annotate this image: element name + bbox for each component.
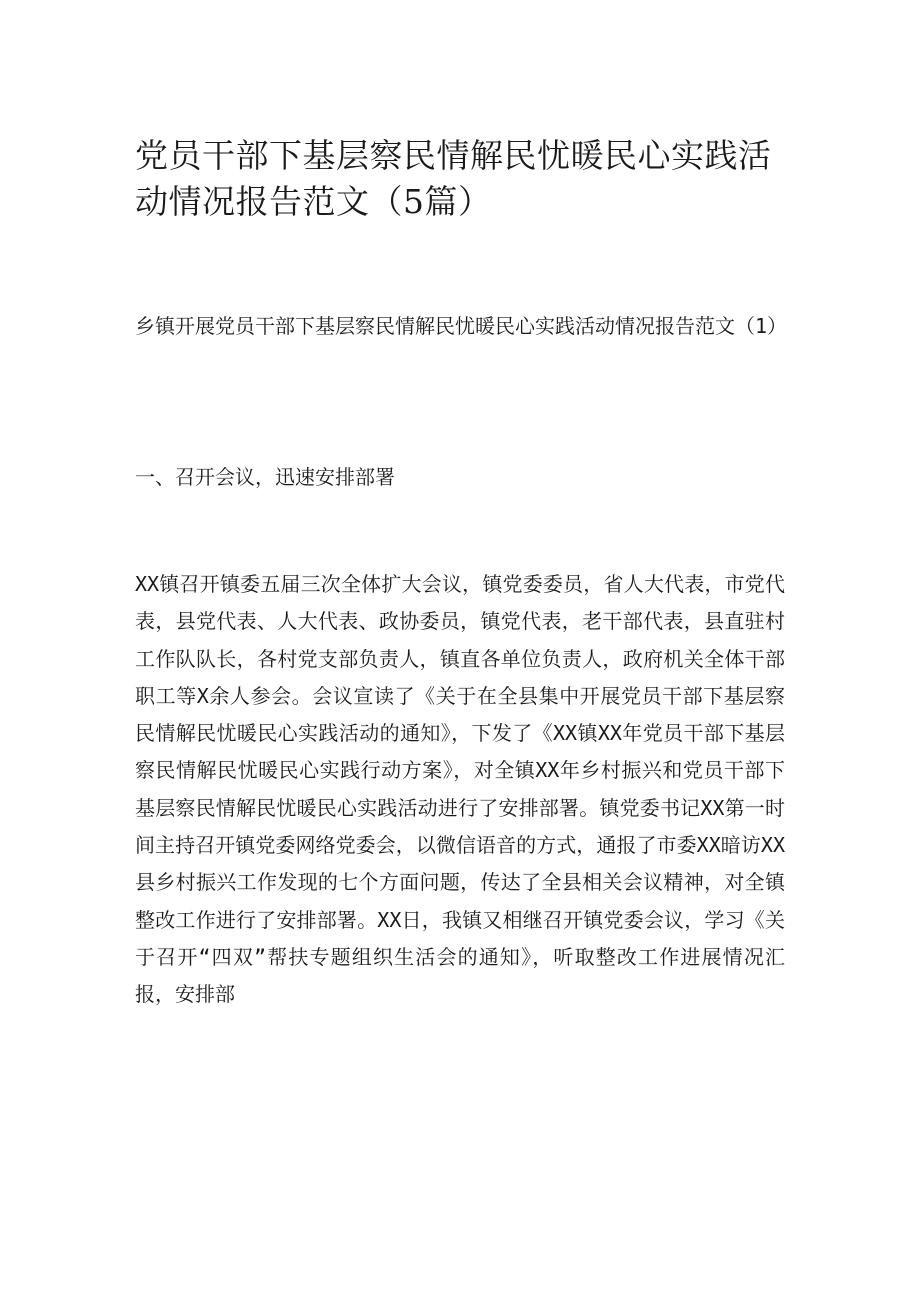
section-heading: 一、召开会议，迅速安排部署: [135, 465, 395, 489]
body-paragraph: XX镇召开镇委五届三次全体扩大会议，镇党委委员，省人大代表，市党代表，县党代表、人大代表、政协委员，镇党代表，老干部代表，县直驻村工作队队长，各村党支部负责人，镇直各单位负责人，政府机关全体干部职工等X余人参会。会议宣读了《关于在全县集中开展党员干部下基层察民情解民忧暖民心实践活动的通知》，下发了《XX镇XX年党员干部下基层察民情解民忧暖民心实践行动方案》，对全镇XX年乡村振兴和党员干部下基层察民情解民忧暖民心实践活动进行了安排部署。镇党委书记XX第一时间主持召开镇党委网络党委会，以微信语音的方式，通报了市委XX暗访XX县乡村振兴工作发现的七个方面问题，传达了全县相关会议精神，对全镇整改工作进行了安排部署。XX日，我镇又相继召开镇党委会议，学习《关于召开“四双”帮扶专题组织生活会的通知》，听取整改工作进展情况汇报，安排部: [135, 572, 785, 1007]
document-title: 党员干部下基层察民情解民忧暖民心实践活动情况报告范文（5篇）: [135, 136, 772, 221]
document-subtitle: 乡镇开展党员干部下基层察民情解民忧暖民心实践活动情况报告范文（1）: [135, 314, 788, 338]
